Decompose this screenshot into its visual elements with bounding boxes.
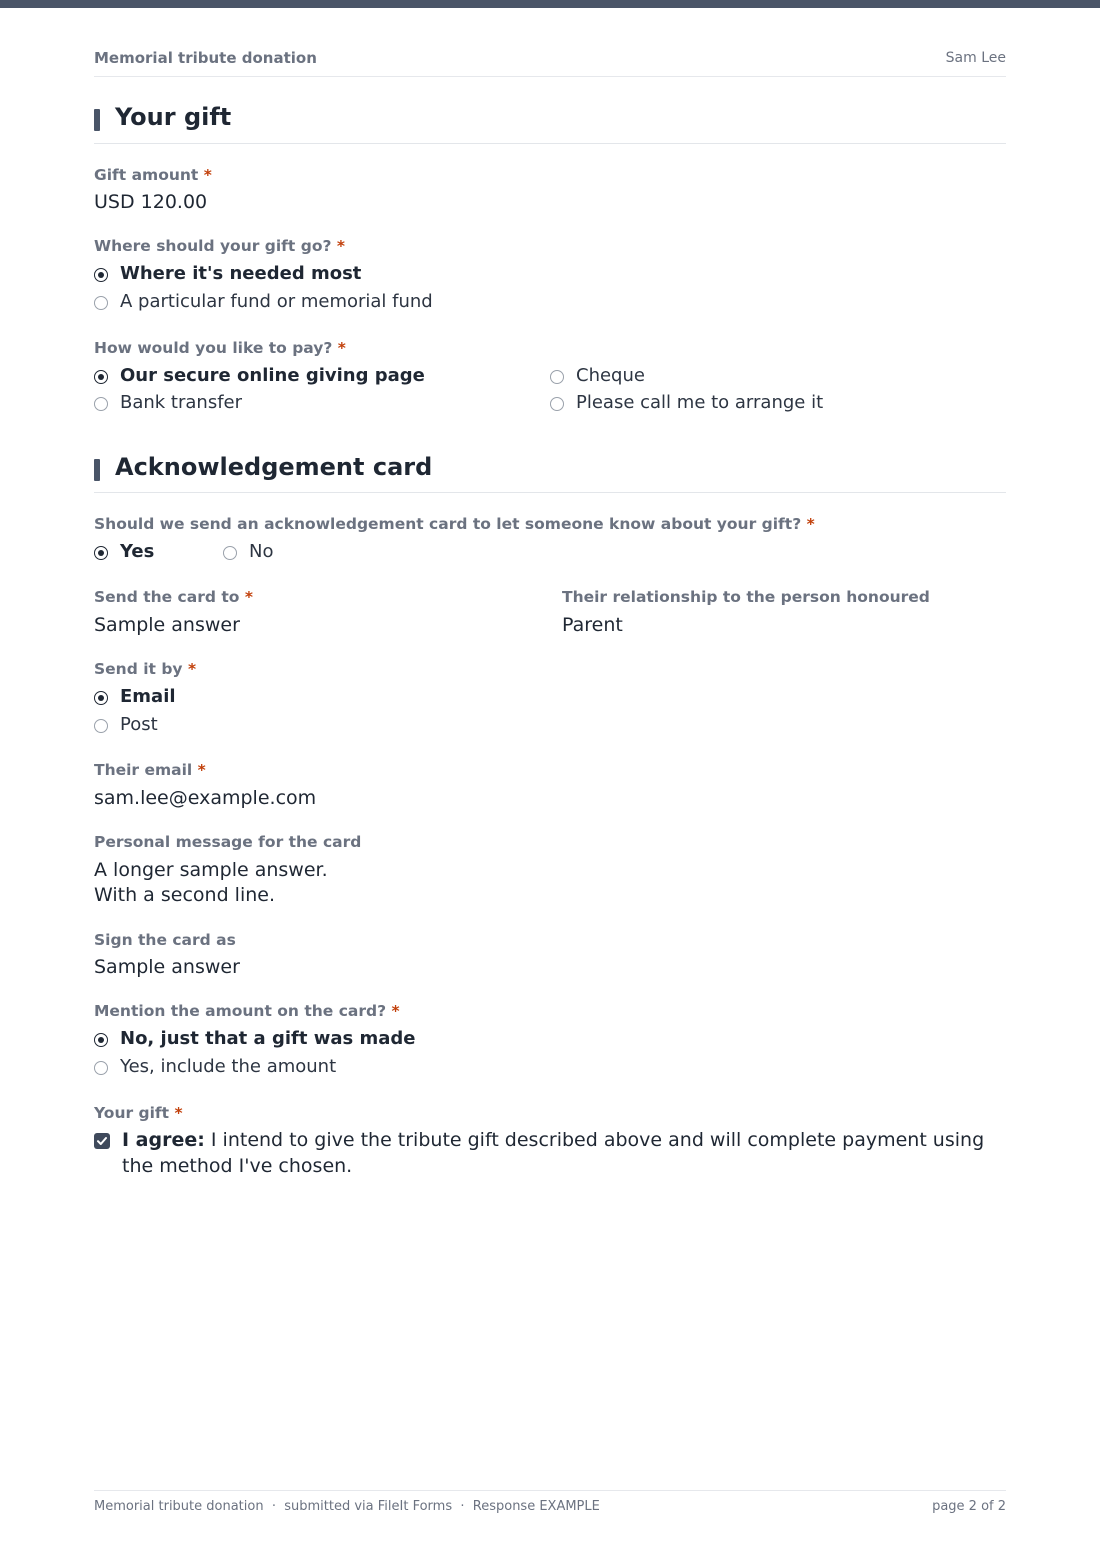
running-header: [94, 49, 1006, 77]
gift-amount-value: USD 120.00: [94, 191, 208, 213]
personal-message-label: Personal message for the card: [94, 833, 362, 851]
radio-unselected[interactable]: [94, 397, 108, 411]
required-marker: *: [806, 515, 815, 533]
radio-unselected[interactable]: [94, 1061, 108, 1075]
relationship-value: Parent: [562, 614, 623, 636]
top-accent-bar: [0, 0, 1100, 8]
radio-selected[interactable]: [94, 546, 108, 560]
send-card-to-label: Send the card to *: [94, 588, 253, 606]
mention-amount-label: Mention the amount on the card? *: [94, 1002, 400, 1020]
payment-method-label: How would you like to pay? *: [94, 339, 346, 357]
page-footer: [94, 1490, 1006, 1514]
gift-destination-label: Where should your gift go? *: [94, 237, 345, 255]
radio-selected[interactable]: [94, 691, 108, 705]
send-by-label: Send it by *: [94, 660, 197, 678]
section-accent-bar: [94, 459, 100, 481]
sign-as-label: Sign the card as: [94, 931, 236, 949]
personal-message-line-2: With a second line.: [94, 884, 275, 906]
their-email-label: Their email *: [94, 761, 206, 779]
consent-text: I intend to give the tribute gift described above and will complete payment using the method I've chosen.: [122, 1129, 985, 1177]
required-marker: *: [187, 660, 197, 678]
section-title: Your gift: [115, 103, 232, 131]
footer-left: Memorial tribute donation · submitted via FileIt Forms · Response EXAMPLE: [94, 1499, 600, 1514]
section-your-gift: [94, 103, 1006, 144]
send-card-label: Should we send an acknowledgement card to let someone know about your gift? *: [94, 515, 815, 533]
required-marker: *: [174, 1104, 183, 1122]
section-title: Acknowledgement card: [115, 453, 433, 481]
relationship-label: Their relationship to the person honoured: [562, 588, 930, 606]
radio-unselected[interactable]: [94, 296, 108, 310]
radio-selected[interactable]: [94, 1033, 108, 1047]
section-acknowledgement-card: [94, 453, 1006, 493]
radio-selected[interactable]: [94, 370, 108, 384]
their-email-value: sam.lee@example.com: [94, 787, 317, 809]
required-marker: *: [337, 339, 346, 357]
consent-statement: [122, 1127, 1002, 1179]
required-marker: *: [203, 166, 212, 184]
user-name: Sam Lee: [945, 50, 1006, 66]
required-marker: *: [336, 237, 345, 255]
radio-selected[interactable]: [94, 268, 108, 282]
consent-label: Your gift *: [94, 1104, 183, 1122]
consent-checkbox[interactable]: [94, 1133, 110, 1149]
required-marker: *: [391, 1002, 400, 1020]
section-accent-bar: [94, 109, 100, 131]
required-marker: *: [244, 588, 253, 606]
send-card-to-value: Sample answer: [94, 614, 240, 636]
page-number: page 2 of 2: [932, 1499, 1006, 1514]
radio-unselected[interactable]: [223, 546, 237, 560]
sign-as-value: Sample answer: [94, 956, 240, 978]
personal-message-line-1: A longer sample answer.: [94, 859, 328, 881]
radio-unselected[interactable]: [550, 370, 564, 384]
gift-amount-label: Gift amount *: [94, 166, 212, 184]
form-title: Memorial tribute donation: [94, 49, 317, 67]
radio-unselected[interactable]: [94, 719, 108, 733]
check-icon: [96, 1135, 108, 1147]
required-marker: *: [197, 761, 206, 779]
consent-strong: I agree:: [122, 1129, 205, 1151]
radio-unselected[interactable]: [550, 397, 564, 411]
